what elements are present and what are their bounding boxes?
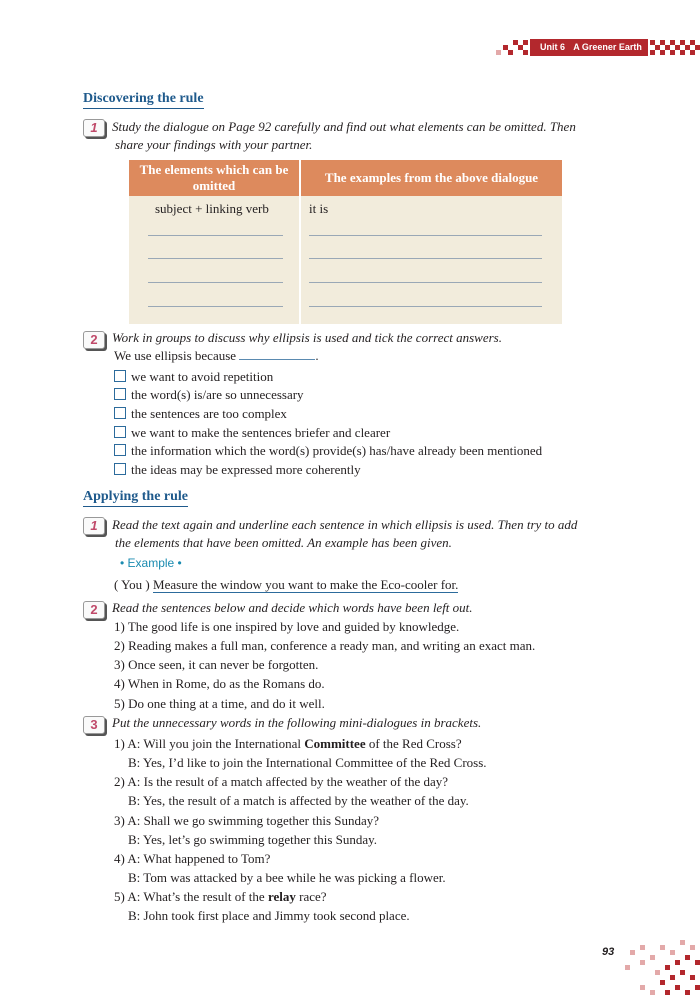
unit-header-band [530,39,648,56]
dialogue-b-line: B: Tom was attacked by a bee while he was picking a flower. [128,870,446,885]
section-title-discovering: Discovering the rule [83,91,204,109]
dialogue-b-line: B: Yes, let’s go swimming together this Sunday. [128,832,378,847]
option-item[interactable] [114,442,542,460]
dialogue-a-line: 2) A: Is the result of a match affected by the weather of the day? [114,774,449,789]
sentence-item: 3) Once seen, it can never be forgotten. [114,657,319,672]
option-item[interactable] [114,461,361,479]
dialogue-a-line: 1) A: Will you join the International Committee of the Red Cross? [114,736,462,751]
task2-instruction: Work in groups to discuss why ellipsis is used and tick the correct answers. [112,330,502,345]
example-prefix: ( You ) [114,577,150,592]
checkbox[interactable] [114,407,126,419]
answer-blank-element[interactable] [148,306,283,307]
sentence-item: 1) The good life is one inspired by love and guided by knowledge. [114,619,460,634]
dialogue-a-line: 3) A: Shall we go swimming together this Sunday? [114,813,380,828]
apply-task2-instruction: Read the sentences below and decide which words have been left out. [112,600,473,615]
table-cell-element: subject + linking verb [155,201,269,216]
checkbox[interactable] [114,444,126,456]
option-item[interactable] [114,405,287,423]
sentence-item: 5) Do one thing at a time, and do it well. [114,696,325,711]
unit-title: A Greener Earth [573,42,642,52]
answer-blank-example[interactable] [309,282,542,283]
section-title-applying: Applying the rule [83,489,188,507]
apply-task3-instruction: Put the unnecessary words in the following mini-dialogues in brackets. [112,715,482,730]
task-number-badge: 3 [83,716,105,734]
sentence-item: 2) Reading makes a full man, conference a ready man, and writing an exact man. [114,638,536,653]
checkbox[interactable] [114,370,126,382]
dialogue-b-line: B: Yes, the result of a match is affected by the weather of the day. [128,793,469,808]
answer-blank-example[interactable] [309,306,542,307]
stem-end: . [315,348,319,363]
checkbox[interactable] [114,426,126,438]
example-sentence [114,576,458,594]
option-label: we want to avoid repetition [131,369,274,384]
elements-table [129,160,562,324]
option-label: we want to make the sentences briefer and clearer [131,425,391,440]
instruction-line-1: Read the text again and underline each sentence in which ellipsis is used. Then try to add [112,517,578,532]
task-number-badge: 1 [83,517,105,535]
task1-instruction [112,118,632,154]
answer-blank-element[interactable] [148,258,283,259]
apply-task1-instruction [112,516,632,552]
dialogue-b-line: B: Yes, I’d like to join the International Committee of the Red Cross. [128,755,487,770]
example-underlined: Measure the window you want to make the Eco-cooler for. [153,577,459,592]
example-label: • Example • [120,556,182,570]
option-item[interactable] [114,386,304,404]
table-header-elements: The elements which can be omitted [129,160,299,196]
table-cell-example: it is [309,201,329,216]
unit-number: Unit 6 [540,42,566,52]
dialogue-a-line: 5) A: What’s the result of the relay race? [114,889,327,904]
task-number-badge: 2 [83,601,105,619]
task-number-badge: 2 [83,331,105,349]
task-number-badge: 1 [83,119,105,137]
option-label: the information which the word(s) provide(s) has/have already been mentioned [131,443,543,458]
dialogue-a-line: 4) A: What happened to Tom? [114,851,271,866]
answer-blank-example[interactable] [309,258,542,259]
instruction-line-1: Study the dialogue on Page 92 carefully and find out what elements can be omitted. Then [112,119,576,134]
checkbox[interactable] [114,388,126,400]
table-header-examples: The examples from the above dialogue [301,160,562,196]
option-label: the word(s) is/are so unnecessary [131,387,304,402]
option-item[interactable] [114,424,390,442]
dialogue-b-line: B: John took first place and Jimmy took second place. [128,908,410,923]
page-number: 93 [602,946,615,958]
instruction-line-2: the elements that have been omitted. An example has been given. [115,535,452,550]
checkbox[interactable] [114,463,126,475]
table-column-divider [299,160,301,324]
sentence-item: 4) When in Rome, do as the Romans do. [114,676,325,691]
answer-blank-element[interactable] [148,235,283,236]
option-label: the ideas may be expressed more coherently [131,462,361,477]
instruction-line-2: share your findings with your partner. [115,137,313,152]
answer-blank-example[interactable] [309,235,542,236]
stem-text: We use ellipsis because [114,348,237,363]
stem-blank[interactable] [239,347,315,360]
option-label: the sentences are too complex [131,406,287,421]
ellipsis-stem [114,347,319,365]
option-item[interactable] [114,368,273,386]
answer-blank-element[interactable] [148,282,283,283]
